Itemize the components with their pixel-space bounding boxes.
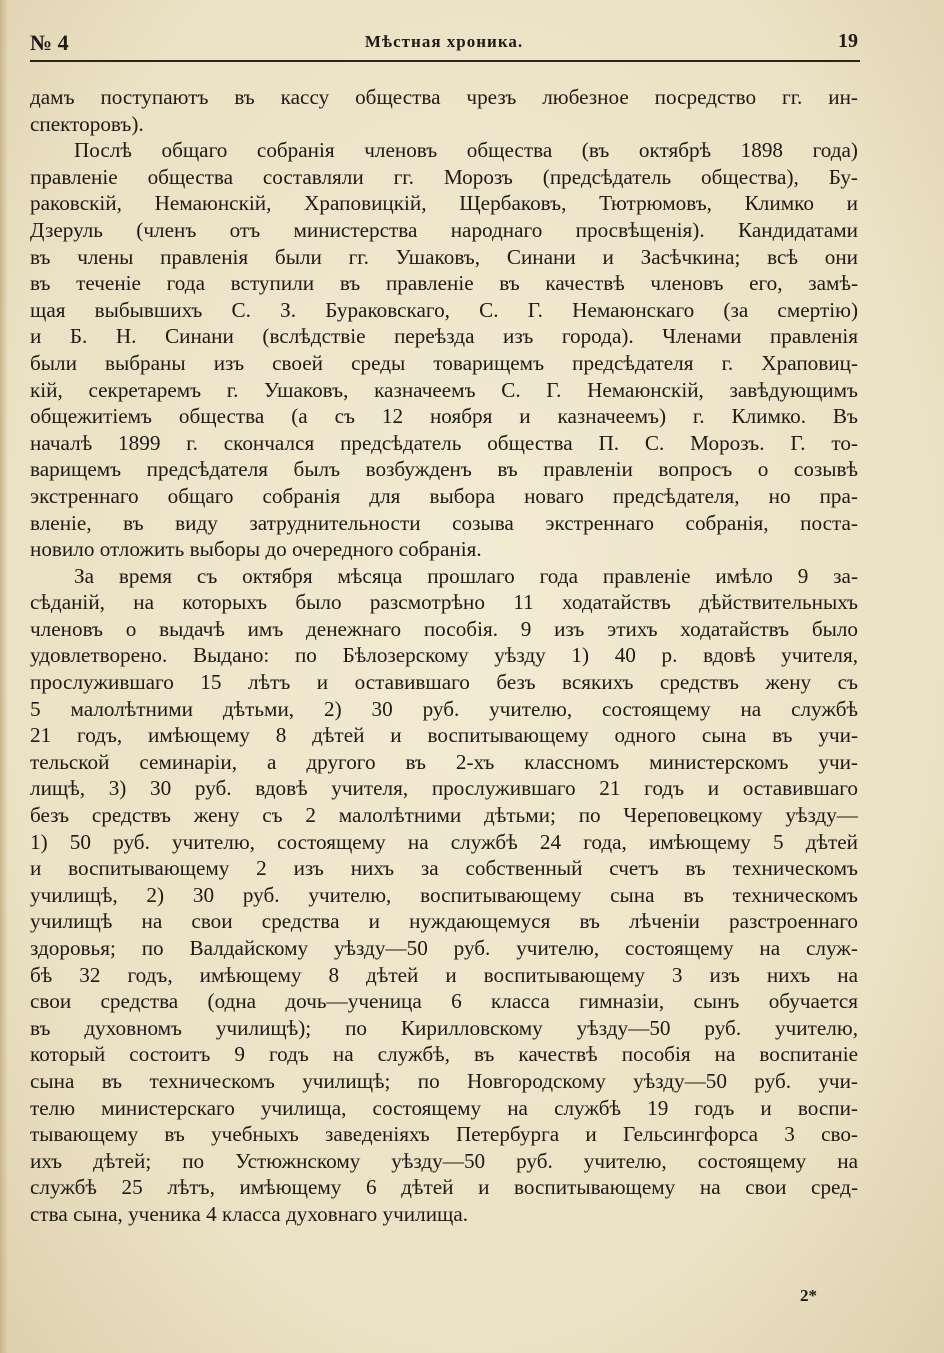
text-line: удовлетворено. Выдано: по Бѣлозерскому уѣзду 1) 40 р. вдовѣ учителя, (30, 643, 858, 668)
text-line: 21 годъ, имѣющему 8 дѣтей и воспитывающему одного сына въ учи- (30, 723, 858, 748)
text-line: 1) 50 руб. учителю, состоящему на службѣ 24 года, имѣющему 5 дѣтей (30, 829, 858, 854)
text-line: правленіе общества составляли гг. Морозъ (предсѣдатель общества), Бу- (30, 164, 858, 189)
text-line: лищѣ, 3) 30 руб. вдовѣ учителя, прослужившаго 21 годъ и оставившаго (30, 776, 858, 801)
page-edge-shadow (0, 0, 8, 1353)
text-line: сѣданій, на которыхъ было разсмотрѣно 11 ходатайствъ дѣйствительныхъ (30, 590, 858, 615)
text-line: тельской семинаріи, а другого въ 2-хъ классномъ министерскомъ учи- (30, 749, 858, 774)
text-line: щая выбывшихъ С. З. Бураковскаго, С. Г. Немаюнскаго (за смертію) (30, 297, 858, 322)
text-line: общежитіемъ общества (а съ 12 ноября и казначеемъ) г. Климко. Въ (30, 404, 858, 429)
text-line: телю министерскаго училища, состоящему на службѣ 19 годъ и воспи- (30, 1095, 858, 1120)
text-line: раковскій, Немаюнскій, Храповицкій, Щербаковъ, Тютрюмовъ, Климко и (30, 191, 858, 216)
text-line: свои средства (одна дочь—ученица 6 класса гимназіи, сынъ обучается (30, 989, 858, 1014)
page-number: 19 (838, 30, 858, 52)
text-line: Послѣ общаго собранія членовъ общества (въ октябрѣ 1898 года) (74, 138, 858, 163)
text-line: и Б. Н. Синани (вслѣдствіе переѣзда изъ города). Членами правленія (30, 324, 858, 349)
text-line: членовъ о выдачѣ имъ денежнаго пособія. 9 изъ этихъ ходатайствъ было (30, 616, 858, 641)
text-line: здоровья; по Валдайскому уѣзду—50 руб. учителю, состоящему на служ- (30, 936, 858, 960)
text-line: 5 малолѣтними дѣтьми, 2) 30 руб. учителю, состоящему на службѣ (30, 696, 858, 721)
text-line: дамъ поступаютъ въ кассу общества чрезъ любезное посредство гг. ин- (30, 85, 858, 109)
text-line: въ духовномъ училищѣ); по Кирилловскому уѣзду—50 руб. учителю, (30, 1015, 858, 1040)
text-line: въ члены правленія были гг. Ушаковъ, Синани и Засѣчкина; всѣ они (30, 244, 858, 269)
text-line: За время съ октября мѣсяца прошлаго года правленіе имѣло 9 за- (74, 563, 858, 588)
text-line: ства сына, ученика 4 класса духовнаго училища. (30, 1201, 469, 1226)
running-title: Мѣстная хроника. (364, 32, 524, 51)
text-line: началѣ 1899 г. скончался предсѣдатель общества П. С. Морозъ. Г. то- (30, 430, 858, 455)
header-rule (30, 60, 860, 62)
text-line: прослужившаго 15 лѣтъ и оставившаго безъ всякихъ средствъ жену съ (30, 670, 858, 695)
page-header (30, 28, 858, 56)
text-line: варищемъ предсѣдателя былъ возбужденъ въ правленіи вопросъ о созывѣ (30, 457, 858, 482)
text-line: новило отложить выборы до очередного собранія. (30, 537, 482, 562)
text-line: въ теченіе года вступили въ правленіе въ качествѣ членовъ его, замѣ- (30, 271, 858, 296)
text-line: училищѣ, 2) 30 руб. учителю, воспитывающему сына въ техническомъ (30, 882, 858, 907)
text-line: кій, секретаремъ г. Ушаковъ, казначеемъ С. Г. Немаюнскій, завѣдующимъ (30, 377, 858, 402)
body-text (30, 84, 858, 1228)
signature-mark: 2* (800, 1286, 817, 1305)
issue-number: № 4 (30, 30, 69, 55)
text-line: безъ средствъ жену съ 2 малолѣтними дѣтьми; по Череповецкому уѣзду— (30, 803, 858, 828)
text-line: училищѣ на свои средства и нуждающемуся въ лѣченіи разстроеннаго (30, 909, 858, 934)
text-line: бѣ 32 годъ, имѣющему 8 дѣтей и воспитывающему 3 изъ нихъ на (30, 962, 858, 987)
text-line: вленіе, въ виду затруднительности созыва экстреннаго собранія, поста- (30, 510, 858, 535)
text-line: службѣ 25 лѣтъ, имѣющему 6 дѣтей и воспитывающему на свои сред- (30, 1175, 858, 1200)
text-line: тывающему въ учебныхъ заведеніяхъ Петербурга и Гельсингфорса 3 сво- (30, 1122, 858, 1147)
text-line: экстреннаго общаго собранія для выбора новаго предсѣдателя, но пра- (30, 483, 858, 508)
text-line: Дзеруль (членъ отъ министерства народнаго просвѣщенія). Кандидатами (30, 217, 858, 242)
text-line: спекторовъ). (30, 111, 144, 136)
text-line: ихъ дѣтей; по Устюжнскому уѣзду—50 руб. учителю, состоящему на (30, 1148, 858, 1173)
text-line: и воспитывающему 2 изъ нихъ за собственный счетъ въ техническомъ (30, 856, 858, 881)
text-line: который состоитъ 9 годъ на службѣ, въ качествѣ пособія на воспитаніе (30, 1042, 858, 1067)
text-line: были выбраны изъ своей среды товарищемъ предсѣдателя г. Храповиц- (30, 350, 858, 375)
text-line: сына въ техническомъ училищѣ; по Новгородскому уѣзду—50 руб. учи- (30, 1068, 858, 1093)
